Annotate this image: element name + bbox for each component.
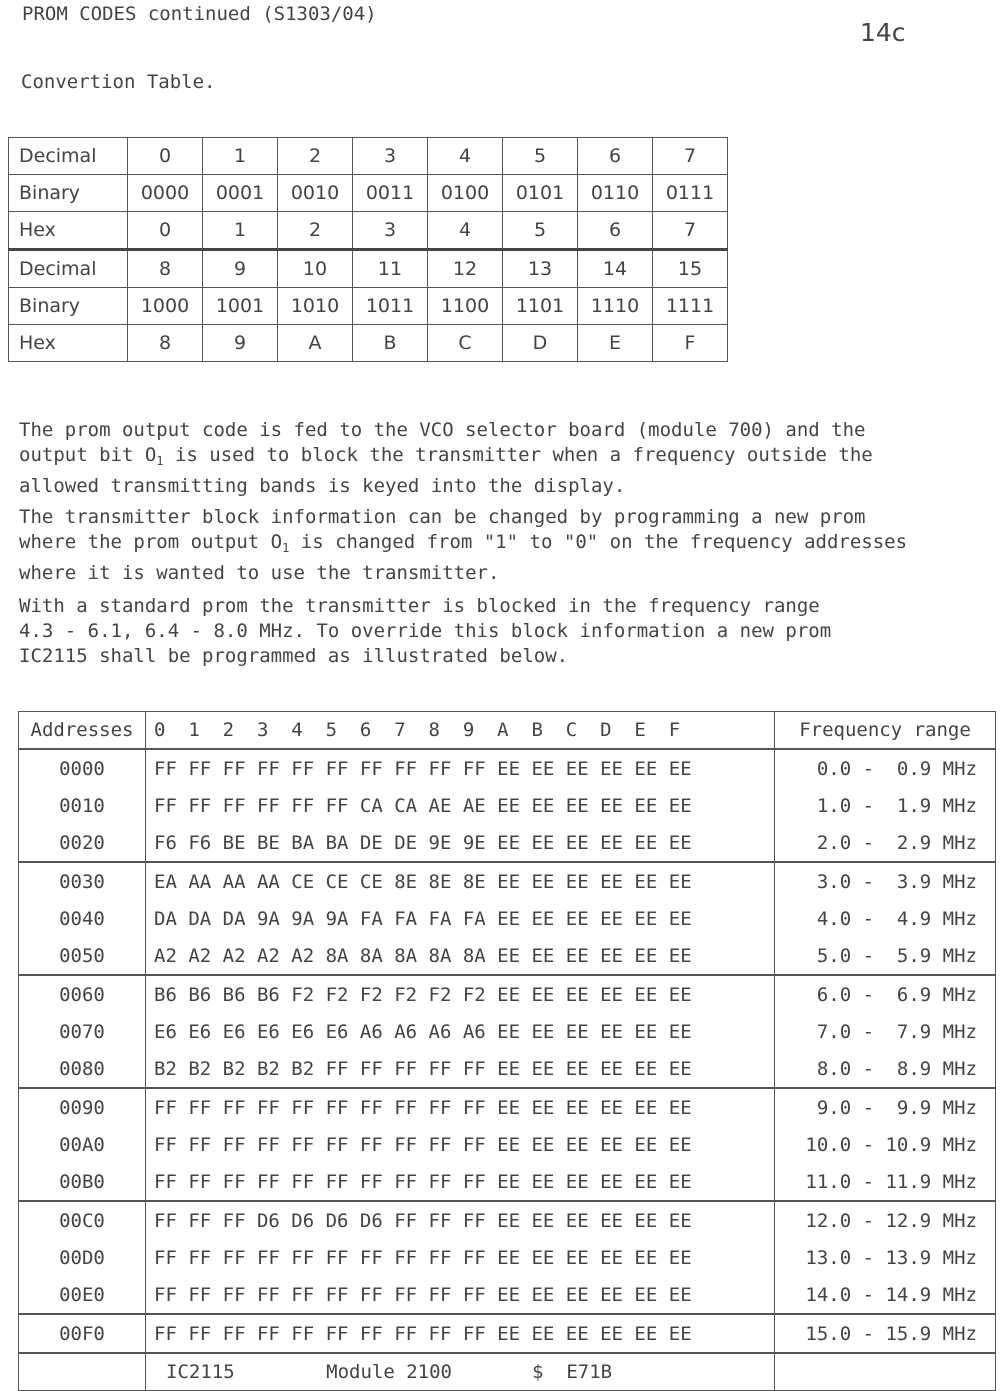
frequency-cell: 5.0 - 5.9 MHz [775, 937, 996, 975]
conversion-cell: 0 [128, 212, 203, 250]
conversion-cell: 0100 [428, 175, 503, 212]
prom-code-table [18, 711, 996, 1391]
footer-empty-right [775, 1353, 996, 1391]
page-heading: PROM CODES continued (S1303/04) [22, 3, 377, 25]
conversion-cell: 4 [428, 212, 503, 250]
conversion-cell: 15 [653, 250, 728, 288]
paragraph-1: The prom output code is fed to the VCO selector board (module 700) and the output bit $O_1$ is used to block the transmitter when a frequency outside the allowed transmitting bands is keyed into the display. [19, 419, 873, 497]
conversion-cell: 1111 [653, 288, 728, 325]
table-row [19, 749, 996, 787]
conversion-cell: 7 [653, 138, 728, 175]
codes-cell: FF FF FF FF FF FF FF FF FF FF EE EE EE EE EE EE [146, 1276, 775, 1314]
conversion-cell: 2 [278, 138, 353, 175]
conversion-cell: 0111 [653, 175, 728, 212]
conversion-cell: 1001 [203, 288, 278, 325]
address-cell: 00B0 [19, 1163, 146, 1201]
conversion-cell: 11 [353, 250, 428, 288]
conversion-cell: 0010 [278, 175, 353, 212]
conversion-cell: 9 [203, 250, 278, 288]
frequency-cell: 11.0 - 11.9 MHz [775, 1163, 996, 1201]
conversion-cell: 8 [128, 250, 203, 288]
table-row [19, 862, 996, 900]
footer-info: IC2115 Module 2100 $ E71B [146, 1353, 775, 1391]
conversion-row-decimal [9, 250, 728, 288]
frequency-cell: 2.0 - 2.9 MHz [775, 824, 996, 862]
frequency-cell: 6.0 - 6.9 MHz [775, 975, 996, 1013]
conversion-cell: 1101 [503, 288, 578, 325]
conversion-cell: 1100 [428, 288, 503, 325]
codes-cell: FF FF FF FF FF FF FF FF FF FF EE EE EE EE EE EE [146, 749, 775, 787]
prom-header-row [19, 712, 996, 750]
frequency-cell: 0.0 - 0.9 MHz [775, 749, 996, 787]
paragraph-2: The transmitter block information can be changed by programming a new prom where the prom output $O_1$ is changed from "1" to "0" on the frequency addresses where it is wanted to use the transmitter. [19, 506, 908, 584]
conversion-cell: 0000 [128, 175, 203, 212]
conversion-cell: E [578, 325, 653, 362]
conversion-cell: 3 [353, 212, 428, 250]
table-row [19, 1126, 996, 1163]
table-row [19, 1201, 996, 1239]
prom-footer-row [19, 1353, 996, 1391]
frequency-cell: 10.0 - 10.9 MHz [775, 1126, 996, 1163]
frequency-cell: 8.0 - 8.9 MHz [775, 1050, 996, 1088]
conversion-row-hex [9, 325, 728, 362]
conversion-cell: A [278, 325, 353, 362]
table-row [19, 824, 996, 862]
table-row [19, 1050, 996, 1088]
table-row [19, 1163, 996, 1201]
address-cell: 0000 [19, 749, 146, 787]
conversion-label: Binary [9, 288, 128, 325]
conversion-table [8, 137, 728, 362]
conversion-cell: 7 [653, 212, 728, 250]
conversion-cell: 1000 [128, 288, 203, 325]
frequency-cell: 1.0 - 1.9 MHz [775, 787, 996, 824]
codes-cell: FF FF FF FF FF FF FF FF FF FF EE EE EE EE EE EE [146, 1088, 775, 1126]
address-cell: 0010 [19, 787, 146, 824]
codes-cell: B2 B2 B2 B2 B2 FF FF FF FF FF EE EE EE EE EE EE [146, 1050, 775, 1088]
conversion-cell: F [653, 325, 728, 362]
conversion-cell: 10 [278, 250, 353, 288]
frequency-cell: 14.0 - 14.9 MHz [775, 1276, 996, 1314]
table-row [19, 1314, 996, 1353]
conversion-cell: 12 [428, 250, 503, 288]
address-cell: 0060 [19, 975, 146, 1013]
address-cell: 00C0 [19, 1201, 146, 1239]
address-cell: 00E0 [19, 1276, 146, 1314]
codes-cell: E6 E6 E6 E6 E6 E6 A6 A6 A6 A6 EE EE EE EE EE EE [146, 1013, 775, 1050]
codes-cell: FF FF FF FF FF FF FF FF FF FF EE EE EE EE EE EE [146, 1163, 775, 1201]
conversion-cell: 6 [578, 138, 653, 175]
conversion-row-binary [9, 288, 728, 325]
frequency-cell: 13.0 - 13.9 MHz [775, 1239, 996, 1276]
codes-cell: FF FF FF FF FF FF FF FF FF FF EE EE EE EE EE EE [146, 1239, 775, 1276]
conversion-row-binary [9, 175, 728, 212]
conversion-cell: 8 [128, 325, 203, 362]
paragraph-3: With a standard prom the transmitter is blocked in the frequency range 4.3 - 6.1, 6.4 - 8.0 MHz. To override this block information a new prom IC2115 shall be programmed as illustrated below. [19, 595, 832, 667]
address-cell: 00A0 [19, 1126, 146, 1163]
conversion-cell: 0001 [203, 175, 278, 212]
table-row [19, 1088, 996, 1126]
address-cell: 0040 [19, 900, 146, 937]
conversion-cell: 9 [203, 325, 278, 362]
conversion-cell: 14 [578, 250, 653, 288]
table-row [19, 975, 996, 1013]
address-cell: 0090 [19, 1088, 146, 1126]
conversion-cell: 0 [128, 138, 203, 175]
conversion-cell: 1011 [353, 288, 428, 325]
conversion-cell: 1 [203, 212, 278, 250]
conversion-cell: 5 [503, 138, 578, 175]
table-row [19, 1239, 996, 1276]
conversion-label: Hex [9, 212, 128, 250]
conversion-cell: 0110 [578, 175, 653, 212]
frequency-header: Frequency range [775, 712, 996, 750]
conversion-cell: B [353, 325, 428, 362]
conversion-label: Hex [9, 325, 128, 362]
conversion-cell: 1010 [278, 288, 353, 325]
page-number: 14c [860, 18, 906, 47]
address-cell: 0080 [19, 1050, 146, 1088]
conversion-row-decimal [9, 138, 728, 175]
conversion-cell: C [428, 325, 503, 362]
address-cell: 0050 [19, 937, 146, 975]
codes-cell: FF FF FF D6 D6 D6 D6 FF FF FF EE EE EE EE EE EE [146, 1201, 775, 1239]
frequency-cell: 9.0 - 9.9 MHz [775, 1088, 996, 1126]
conversion-cell: 4 [428, 138, 503, 175]
table-row [19, 937, 996, 975]
conversion-cell: 0011 [353, 175, 428, 212]
codes-cell: DA DA DA 9A 9A 9A FA FA FA FA EE EE EE EE EE EE [146, 900, 775, 937]
conversion-cell: 2 [278, 212, 353, 250]
conversion-cell: 1 [203, 138, 278, 175]
codes-cell: B6 B6 B6 B6 F2 F2 F2 F2 F2 F2 EE EE EE EE EE EE [146, 975, 775, 1013]
conversion-cell: 1110 [578, 288, 653, 325]
conversion-label: Binary [9, 175, 128, 212]
frequency-cell: 3.0 - 3.9 MHz [775, 862, 996, 900]
frequency-cell: 7.0 - 7.9 MHz [775, 1013, 996, 1050]
frequency-cell: 4.0 - 4.9 MHz [775, 900, 996, 937]
codes-cell: F6 F6 BE BE BA BA DE DE 9E 9E EE EE EE EE EE EE [146, 824, 775, 862]
address-cell: 0070 [19, 1013, 146, 1050]
conversion-cell: 13 [503, 250, 578, 288]
table-row [19, 1013, 996, 1050]
table-row [19, 900, 996, 937]
frequency-cell: 15.0 - 15.9 MHz [775, 1314, 996, 1353]
conversion-row-hex [9, 212, 728, 250]
address-cell: 0020 [19, 824, 146, 862]
codes-cell: FF FF FF FF FF FF FF FF FF FF EE EE EE EE EE EE [146, 1126, 775, 1163]
conversion-label: Decimal [9, 138, 128, 175]
conversion-cell: 0101 [503, 175, 578, 212]
codes-cell: A2 A2 A2 A2 A2 8A 8A 8A 8A 8A EE EE EE EE EE EE [146, 937, 775, 975]
section-subtitle: Convertion Table. [21, 71, 216, 93]
addresses-header: Addresses [19, 712, 146, 750]
address-cell: 0030 [19, 862, 146, 900]
conversion-cell: 6 [578, 212, 653, 250]
conversion-cell: D [503, 325, 578, 362]
footer-empty-left [19, 1353, 146, 1391]
codes-cell: FF FF FF FF FF FF CA CA AE AE EE EE EE EE EE EE [146, 787, 775, 824]
frequency-cell: 12.0 - 12.9 MHz [775, 1201, 996, 1239]
table-row [19, 787, 996, 824]
conversion-label: Decimal [9, 250, 128, 288]
address-cell: 00F0 [19, 1314, 146, 1353]
codes-cell: FF FF FF FF FF FF FF FF FF FF EE EE EE EE EE EE [146, 1314, 775, 1353]
address-cell: 00D0 [19, 1239, 146, 1276]
table-row [19, 1276, 996, 1314]
columns-header: 0 1 2 3 4 5 6 7 8 9 A B C D E F [146, 712, 775, 750]
conversion-cell: 3 [353, 138, 428, 175]
conversion-cell: 5 [503, 212, 578, 250]
codes-cell: EA AA AA AA CE CE CE 8E 8E 8E EE EE EE EE EE EE [146, 862, 775, 900]
